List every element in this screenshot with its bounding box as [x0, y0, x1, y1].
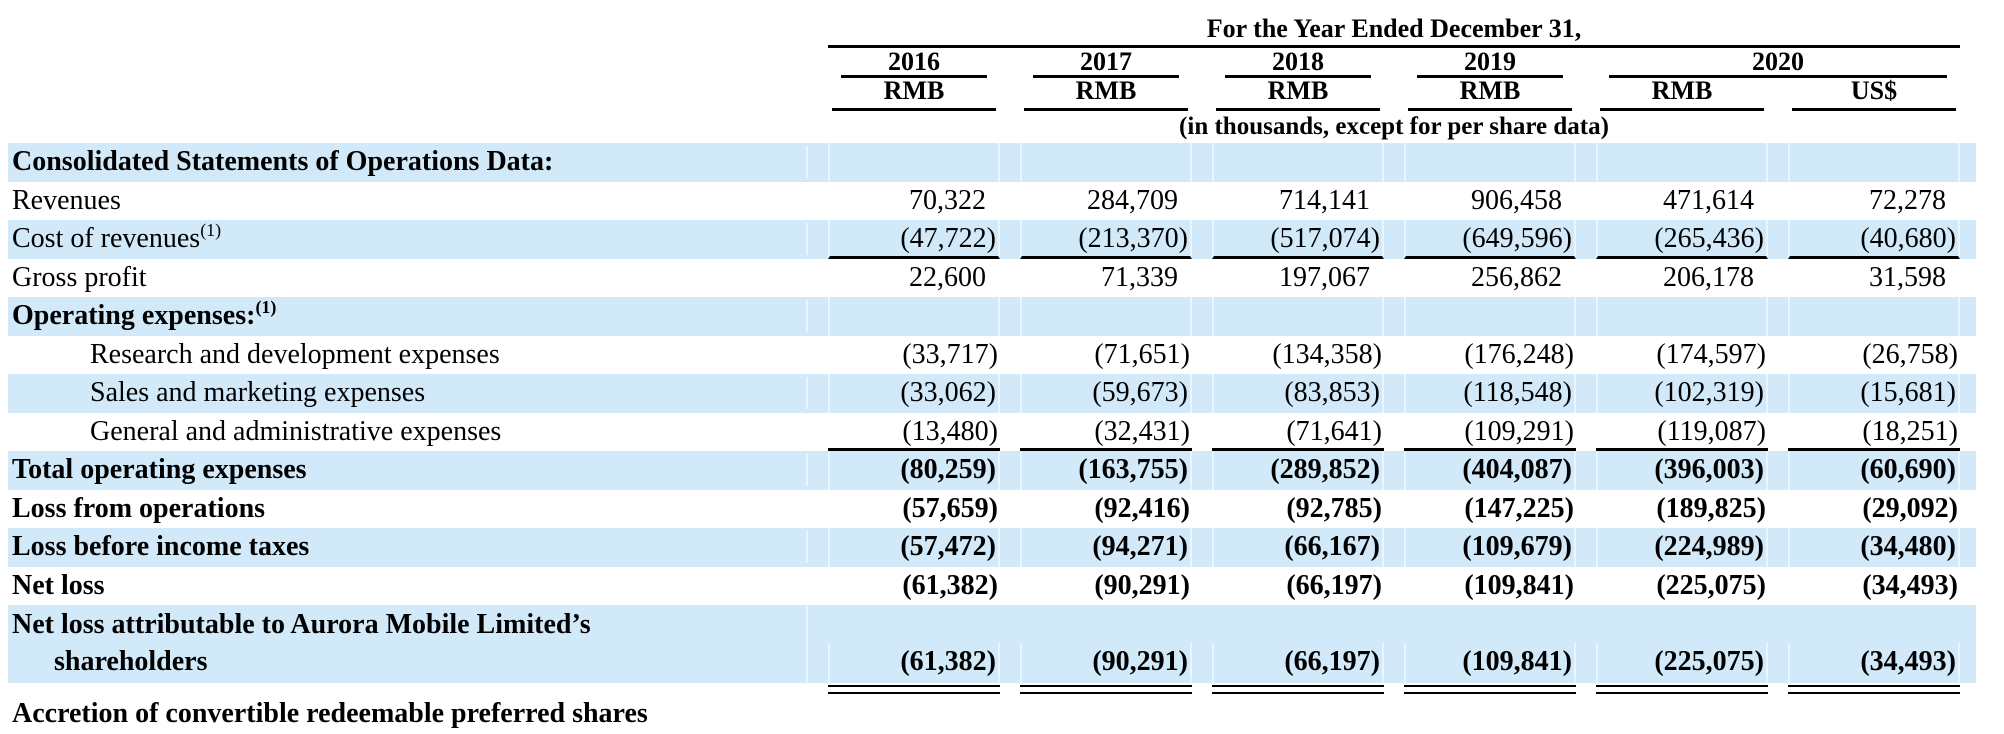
value-cell: 906,458 — [1471, 184, 1562, 216]
year-header-row — [8, 48, 1976, 78]
value-cell: (59,673) — [1020, 374, 1192, 413]
row-label: Net loss attributable to Aurora Mobile Limited’s shareholders — [8, 606, 808, 683]
double-underline — [1020, 685, 1192, 694]
value-cell: (66,197) — [1212, 643, 1384, 683]
value-cell: (289,852) — [1212, 451, 1384, 490]
double-underline — [1404, 685, 1576, 694]
row-label: Revenues — [12, 184, 121, 216]
value-cell — [828, 143, 1000, 182]
currency-header-1: RMB — [1024, 78, 1188, 111]
value-cell: 31,598 — [1869, 261, 1946, 293]
table-row — [8, 143, 1976, 182]
year-header-2020: 2020 — [1609, 48, 1947, 78]
value-cell: (32,431) — [1020, 413, 1192, 452]
row-label: Consolidated Statements of Operations Data: — [8, 146, 808, 178]
value-cell: (134,358) — [1272, 338, 1382, 370]
value-cell: (83,853) — [1212, 374, 1384, 413]
value-cell: (102,319) — [1596, 374, 1768, 413]
value-cell: (90,291) — [1094, 569, 1190, 601]
value-cell: (189,825) — [1656, 492, 1766, 524]
row-label: Loss before income taxes — [8, 531, 808, 563]
value-cell: (265,436) — [1596, 220, 1768, 259]
value-cell: 206,178 — [1663, 261, 1754, 293]
value-cell: (90,291) — [1020, 643, 1192, 683]
currency-header-5: US$ — [1792, 78, 1956, 111]
value-cell: (71,651) — [1094, 338, 1190, 370]
value-cell — [1788, 143, 1960, 182]
value-cell: (40,680) — [1788, 220, 1960, 259]
value-cell — [1212, 143, 1384, 182]
double-underline — [828, 685, 1000, 694]
value-cell: (517,074) — [1212, 220, 1384, 259]
value-cell: (61,382) — [902, 569, 998, 601]
value-cell — [828, 297, 1000, 336]
value-cell: (57,472) — [828, 528, 1000, 567]
value-cell: (94,271) — [1020, 528, 1192, 567]
value-cell: 714,141 — [1279, 184, 1370, 216]
table-row — [8, 182, 1976, 221]
value-cell: (47,722) — [828, 220, 1000, 259]
row-label: Accretion of convertible redeemable preferred shares — [12, 698, 648, 729]
value-cell — [1788, 297, 1960, 336]
header-spacer — [8, 48, 808, 78]
value-cell: (34,493) — [1788, 643, 1960, 683]
value-cell: (92,416) — [1094, 492, 1190, 524]
currency-header-3: RMB — [1408, 78, 1572, 111]
value-cell: (33,717) — [902, 338, 998, 370]
double-underline — [1596, 685, 1768, 694]
value-cell: 71,339 — [1101, 261, 1178, 293]
table-row — [8, 413, 1976, 452]
value-cell: (15,681) — [1788, 374, 1960, 413]
row-label: Total operating expenses — [8, 454, 808, 486]
value-cell: (66,197) — [1286, 569, 1382, 601]
year-header-2017: 2017 — [1033, 48, 1179, 78]
header-spanner-row — [8, 0, 1976, 48]
value-cell: 471,614 — [1663, 184, 1754, 216]
row-label: Operating expenses:$^{(1)}$ — [8, 300, 808, 332]
value-cell: (174,597) — [1656, 338, 1766, 370]
value-cell — [1212, 695, 1384, 734]
value-cell — [1404, 297, 1576, 336]
value-cell: (119,087) — [1596, 413, 1768, 452]
value-cell: (225,075) — [1656, 569, 1766, 601]
value-cell: (109,291) — [1404, 413, 1576, 452]
value-cell — [1596, 695, 1768, 734]
value-cell: (71,641) — [1212, 413, 1384, 452]
value-cell: (18,251) — [1788, 413, 1960, 452]
value-cell: (163,755) — [1020, 451, 1192, 490]
table-body — [8, 143, 1976, 729]
value-cell — [1596, 143, 1768, 182]
value-cell — [1404, 695, 1576, 734]
table-row — [8, 528, 1976, 567]
row-label: Sales and marketing expenses — [8, 377, 808, 409]
footnote-ref: (1) — [200, 219, 222, 240]
row-label: Net loss — [12, 569, 105, 601]
value-cell: (649,596) — [1404, 220, 1576, 259]
value-cell: (109,841) — [1464, 569, 1574, 601]
value-cell: (57,659) — [902, 492, 998, 524]
header-spacer — [8, 111, 808, 143]
value-cell — [1020, 297, 1192, 336]
value-cell: 197,067 — [1279, 261, 1370, 293]
value-cell: (26,758) — [1862, 338, 1958, 370]
table-row-partial — [8, 695, 1976, 729]
double-rule-row — [8, 683, 1976, 695]
value-cell — [1212, 297, 1384, 336]
value-cell: (13,480) — [828, 413, 1000, 452]
value-cell: (92,785) — [1286, 492, 1382, 524]
currency-header-row — [8, 78, 1976, 111]
currency-header-4: RMB — [1600, 78, 1764, 111]
row-label: Gross profit — [12, 261, 147, 293]
value-cell — [1596, 297, 1768, 336]
table-row — [8, 336, 1976, 375]
value-cell — [1788, 695, 1960, 734]
footnote-ref: (1) — [255, 296, 277, 317]
table-row — [8, 259, 1976, 298]
value-cell: (224,989) — [1596, 528, 1768, 567]
value-cell: (33,062) — [828, 374, 1000, 413]
value-cell: (404,087) — [1404, 451, 1576, 490]
row-label: Research and development expenses — [90, 338, 500, 370]
value-cell: 284,709 — [1087, 184, 1178, 216]
value-cell: (225,075) — [1596, 643, 1768, 683]
header-spacer — [8, 78, 808, 111]
value-cell: (213,370) — [1020, 220, 1192, 259]
value-cell: (34,480) — [1788, 528, 1960, 567]
value-cell: (29,092) — [1862, 492, 1958, 524]
value-cell: 70,322 — [909, 184, 986, 216]
table-row — [8, 605, 1976, 683]
value-cell: (60,690) — [1788, 451, 1960, 490]
value-cell: 256,862 — [1471, 261, 1562, 293]
double-underline — [1788, 685, 1960, 694]
currency-header-0: RMB — [832, 78, 996, 111]
row-label: Loss from operations — [12, 492, 266, 524]
value-cell: (66,167) — [1212, 528, 1384, 567]
value-cell — [1404, 143, 1576, 182]
value-cell: (118,548) — [1404, 374, 1576, 413]
units-note: (in thousands, except for per share data) — [1179, 113, 1609, 140]
table-row — [8, 567, 1976, 606]
value-cell: 72,278 — [1869, 184, 1946, 216]
value-cell — [1020, 695, 1192, 734]
value-cell: (147,225) — [1464, 492, 1574, 524]
currency-header-2: RMB — [1216, 78, 1380, 111]
table-row — [8, 490, 1976, 529]
double-underline — [1212, 685, 1384, 694]
table-row — [8, 220, 1976, 259]
value-cell: (34,493) — [1862, 569, 1958, 601]
statements-of-operations-table — [8, 0, 1976, 729]
year-ended-spanner: For the Year Ended December 31, — [828, 0, 1960, 48]
table-row — [8, 451, 1976, 490]
row-label: Cost of revenues$^{(1)}$ — [8, 223, 808, 255]
value-cell: 22,600 — [909, 261, 986, 293]
value-cell: (61,382) — [828, 643, 1000, 683]
table-row — [8, 374, 1976, 413]
value-cell: (176,248) — [1464, 338, 1574, 370]
value-cell: (80,259) — [828, 451, 1000, 490]
value-cell — [1020, 143, 1192, 182]
value-cell — [828, 695, 1000, 734]
value-cell: (396,003) — [1596, 451, 1768, 490]
value-cell: (109,679) — [1404, 528, 1576, 567]
year-header-2019: 2019 — [1417, 48, 1563, 78]
units-note-row — [8, 111, 1976, 143]
row-label: General and administrative expenses — [90, 415, 502, 447]
table-row — [8, 297, 1976, 336]
year-header-2018: 2018 — [1225, 48, 1371, 78]
year-header-2016: 2016 — [841, 48, 987, 78]
value-cell: (109,841) — [1404, 643, 1576, 683]
header-spacer — [8, 0, 808, 48]
